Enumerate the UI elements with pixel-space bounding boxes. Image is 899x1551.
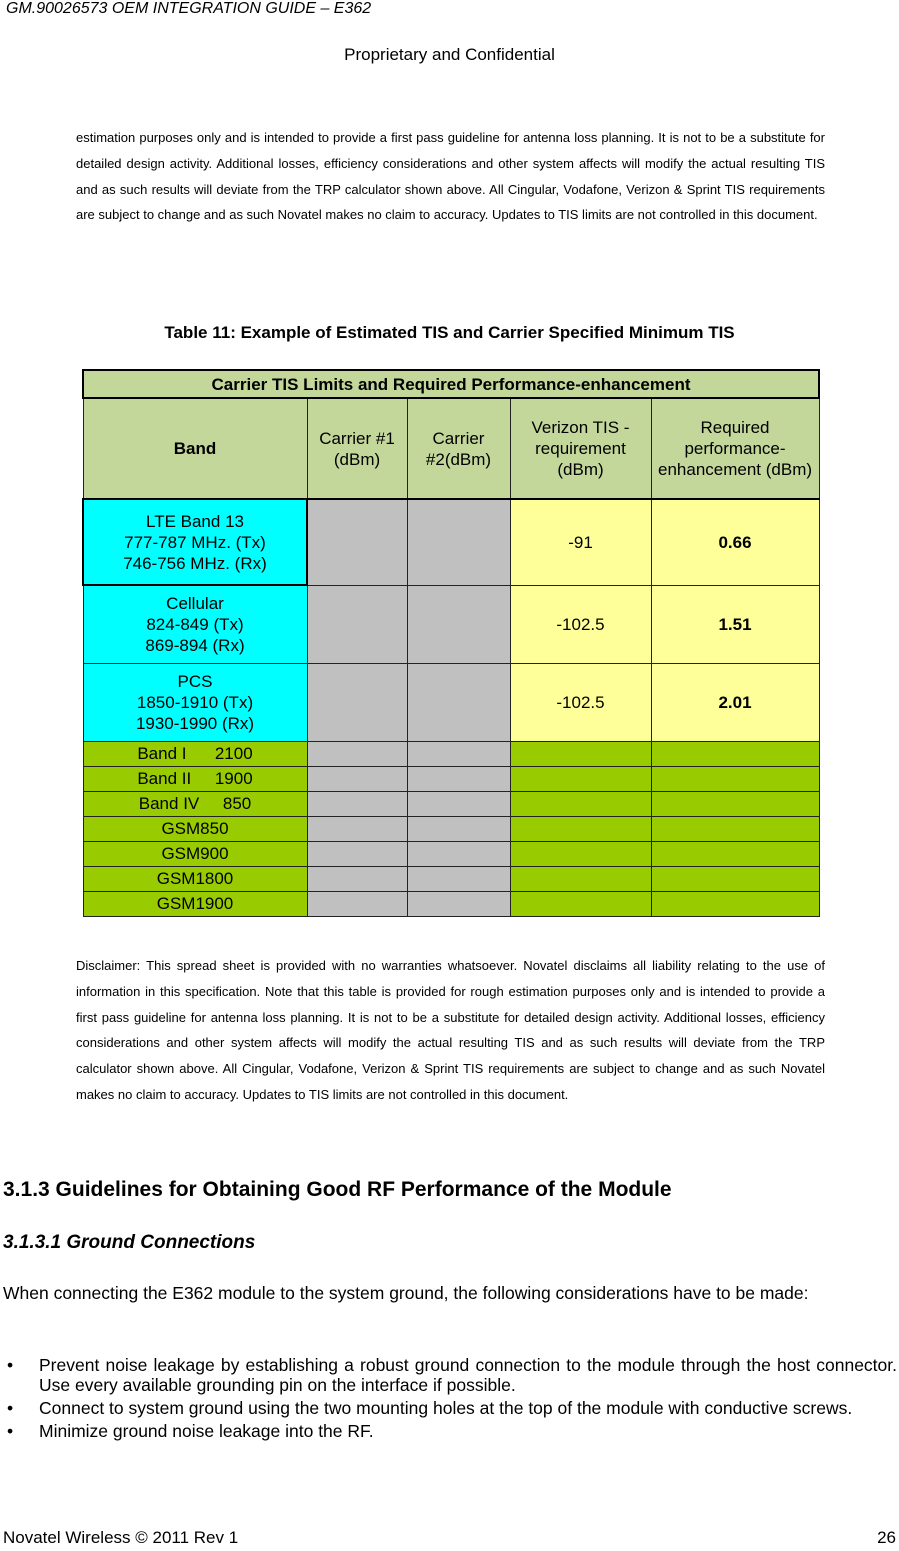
- verizon-cell: [510, 891, 651, 916]
- band-tx: 824-849 (Tx): [146, 614, 244, 634]
- band-rx: 1930-1990 (Rx): [135, 713, 255, 733]
- table-caption: Table 11: Example of Estimated TIS and Carrier Specified Minimum TIS: [164, 323, 735, 342]
- bullet-icon: •: [7, 1398, 14, 1418]
- required-cell: 2.01: [651, 663, 819, 741]
- list-item: [3, 1421, 897, 1441]
- carrier1-cell: [307, 866, 407, 891]
- carrier2-cell: [407, 816, 510, 841]
- table-row: [83, 663, 819, 741]
- carrier2-cell: [407, 741, 510, 766]
- header-verizon: Verizon TIS - requirement (dBm): [510, 398, 651, 499]
- list-item: [3, 1355, 897, 1395]
- band-cell: [83, 585, 307, 663]
- required-cell: [651, 741, 819, 766]
- band-name: LTE Band 13: [146, 511, 244, 531]
- carrier1-cell: [307, 585, 407, 663]
- confidential-notice: Proprietary and Confidential: [344, 45, 555, 64]
- header-required: Required performance-enhancement (dBm): [651, 398, 819, 499]
- band-cell: GSM900: [83, 841, 307, 866]
- band-rx: 869-894 (Rx): [145, 635, 245, 655]
- table-row: [83, 866, 819, 891]
- bullet-text: Minimize ground noise leakage into the RF.: [39, 1421, 374, 1441]
- carrier2-cell: [407, 499, 510, 585]
- table-row: [83, 499, 819, 585]
- tis-table: [82, 369, 820, 917]
- band-cell: Band II 1900: [83, 766, 307, 791]
- band-cell: [83, 663, 307, 741]
- table-row: [83, 766, 819, 791]
- required-cell: [651, 766, 819, 791]
- required-cell: [651, 791, 819, 816]
- carrier2-cell: [407, 866, 510, 891]
- table-row: [83, 841, 819, 866]
- verizon-cell: [510, 766, 651, 791]
- band-cell: Band I 2100: [83, 741, 307, 766]
- verizon-cell: -102.5: [510, 585, 651, 663]
- table-row: [83, 585, 819, 663]
- verizon-cell: [510, 841, 651, 866]
- header-carrier2: Carrier #2(dBm): [407, 398, 510, 499]
- carrier1-cell: [307, 663, 407, 741]
- band-name: PCS: [177, 671, 213, 691]
- verizon-cell: [510, 816, 651, 841]
- footer-copyright: Novatel Wireless © 2011 Rev 1: [3, 1528, 239, 1547]
- table-row: [83, 741, 819, 766]
- verizon-cell: -91: [510, 499, 651, 585]
- subsection-heading: 3.1.3.1 Ground Connections: [3, 1232, 256, 1253]
- verizon-cell: [510, 741, 651, 766]
- band-name: Cellular: [166, 593, 224, 613]
- table-title: Carrier TIS Limits and Required Performance-enhancement: [83, 370, 819, 398]
- table-row: [83, 891, 819, 916]
- band-cell: GSM850: [83, 816, 307, 841]
- carrier1-cell: [307, 791, 407, 816]
- table-row: [83, 791, 819, 816]
- header-band: Band: [83, 398, 307, 499]
- required-cell: 1.51: [651, 585, 819, 663]
- carrier1-cell: [307, 816, 407, 841]
- carrier2-cell: [407, 585, 510, 663]
- header-carrier1: Carrier #1 (dBm): [307, 398, 407, 499]
- page-number: 26: [877, 1528, 896, 1547]
- verizon-cell: [510, 866, 651, 891]
- document-title: GM.90026573 OEM INTEGRATION GUIDE – E362: [6, 0, 372, 17]
- carrier1-cell: [307, 841, 407, 866]
- carrier1-cell: [307, 741, 407, 766]
- section-heading: 3.1.3 Guidelines for Obtaining Good RF Performance of the Module: [3, 1178, 672, 1201]
- bullet-icon: •: [7, 1355, 14, 1375]
- carrier2-cell: [407, 766, 510, 791]
- table-row: [83, 816, 819, 841]
- bullet-text: Connect to system ground using the two mounting holes at the top of the module with conductive screws.: [39, 1398, 853, 1418]
- carrier2-cell: [407, 791, 510, 816]
- required-cell: [651, 891, 819, 916]
- band-tx: 777-787 MHz. (Tx): [124, 532, 266, 552]
- band-cell: GSM1900: [83, 891, 307, 916]
- list-item: [3, 1398, 897, 1418]
- bullet-icon: •: [7, 1421, 14, 1441]
- carrier1-cell: [307, 891, 407, 916]
- verizon-cell: -102.5: [510, 663, 651, 741]
- carrier1-cell: [307, 499, 407, 585]
- carrier2-cell: [407, 891, 510, 916]
- required-cell: [651, 866, 819, 891]
- band-cell: [83, 499, 307, 585]
- required-cell: 0.66: [651, 499, 819, 585]
- intro-paragraph: estimation purposes only and is intended to provide a first pass guideline for antenna loss planning. It is not to be a substitute for detailed design activity. Additional losses, efficiency considerations and other system affects will modify the actual resulting TIS and as such results will deviate from the TRP calculator shown above. All Cingular, Vodafone, Verizon & Sprint TIS requirements are subject to change and as such Novatel makes no claim to accuracy. Updates to TIS limits are not controlled in this document.: [76, 130, 825, 223]
- carrier2-cell: [407, 663, 510, 741]
- band-cell: Band IV 850: [83, 791, 307, 816]
- band-cell: GSM1800: [83, 866, 307, 891]
- bullet-text: Prevent noise leakage by establishing a robust ground connection to the module through the host connector. Use every available grounding pin on the interface if possible.: [39, 1355, 897, 1395]
- disclaimer-paragraph: Disclaimer: This spread sheet is provided with no warranties whatsoever. Novatel disclaims all liability relating to the use of information in this specification. Note that this table is provided for rough estimation purposes only and is intended to provide a first pass guideline for antenna loss planning. It is not to be a substitute for detailed design activity. Additional losses, efficiency considerations and other system affects will modify the actual resulting TIS and as such results will deviate from the TRP calculator shown above. All Cingular, Vodafone, Verizon & Sprint TIS requirements are subject to change and as such Novatel makes no claim to accuracy. Updates to TIS limits are not controlled in this document.: [76, 958, 825, 1102]
- required-cell: [651, 841, 819, 866]
- band-tx: 1850-1910 (Tx): [136, 692, 254, 712]
- required-cell: [651, 816, 819, 841]
- band-rx: 746-756 MHz. (Rx): [123, 553, 267, 573]
- verizon-cell: [510, 791, 651, 816]
- bullet-list: [3, 1355, 897, 1444]
- carrier1-cell: [307, 766, 407, 791]
- body-paragraph: When connecting the E362 module to the system ground, the following considerations have to be made:: [3, 1283, 809, 1303]
- carrier2-cell: [407, 841, 510, 866]
